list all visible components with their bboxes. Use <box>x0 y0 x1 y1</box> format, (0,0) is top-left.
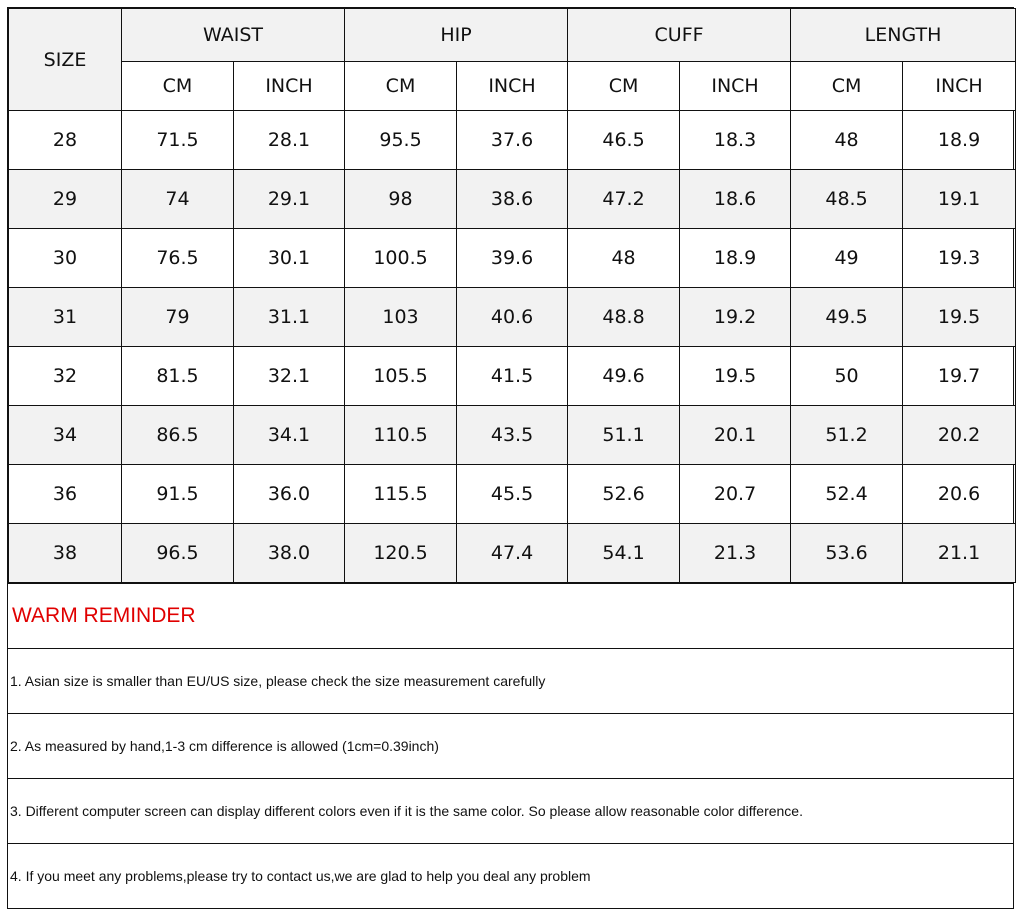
table-cell: 30.1 <box>234 229 345 288</box>
table-cell: 54.1 <box>568 524 680 583</box>
table-cell: 19.7 <box>903 347 1016 406</box>
table-cell: 38.0 <box>234 524 345 583</box>
table-cell: 18.9 <box>680 229 791 288</box>
table-cell: 20.1 <box>680 406 791 465</box>
size-cell: 28 <box>9 111 122 170</box>
table-cell: 19.5 <box>903 288 1016 347</box>
table-cell: 86.5 <box>122 406 234 465</box>
table-cell: 103 <box>345 288 457 347</box>
table-row <box>9 406 1016 465</box>
hip-header: HIP <box>345 9 568 62</box>
table-cell: 50 <box>791 347 903 406</box>
size-cell: 36 <box>9 465 122 524</box>
table-cell: 115.5 <box>345 465 457 524</box>
table-cell: 36.0 <box>234 465 345 524</box>
table-cell: 29.1 <box>234 170 345 229</box>
size-cell: 32 <box>9 347 122 406</box>
table-cell: 96.5 <box>122 524 234 583</box>
table-cell: 53.6 <box>791 524 903 583</box>
table-cell: 19.2 <box>680 288 791 347</box>
table-cell: 37.6 <box>457 111 568 170</box>
table-cell: 91.5 <box>122 465 234 524</box>
table-cell: 32.1 <box>234 347 345 406</box>
size-header: SIZE <box>9 9 122 111</box>
table-cell: 18.9 <box>903 111 1016 170</box>
size-table <box>8 8 1016 583</box>
reminder-note: 1. Asian size is smaller than EU/US size, please check the size measurement carefully <box>8 648 1013 713</box>
size-cell: 31 <box>9 288 122 347</box>
reminder-title: WARM REMINDER <box>8 583 1013 648</box>
reminder-note: 4. If you meet any problems,please try to contact us,we are glad to help you deal any problem <box>8 843 1013 908</box>
size-cell: 30 <box>9 229 122 288</box>
table-cell: 81.5 <box>122 347 234 406</box>
table-cell: 48.8 <box>568 288 680 347</box>
table-cell: 18.6 <box>680 170 791 229</box>
table-cell: 18.3 <box>680 111 791 170</box>
table-cell: 20.7 <box>680 465 791 524</box>
table-cell: 76.5 <box>122 229 234 288</box>
table-row <box>9 347 1016 406</box>
unit-header: CM <box>122 62 234 111</box>
table-row <box>9 229 1016 288</box>
table-row <box>9 111 1016 170</box>
table-cell: 49.6 <box>568 347 680 406</box>
table-cell: 47.4 <box>457 524 568 583</box>
table-cell: 19.3 <box>903 229 1016 288</box>
table-cell: 28.1 <box>234 111 345 170</box>
table-cell: 105.5 <box>345 347 457 406</box>
size-cell: 38 <box>9 524 122 583</box>
table-cell: 21.3 <box>680 524 791 583</box>
table-cell: 52.4 <box>791 465 903 524</box>
table-row <box>9 524 1016 583</box>
table-cell: 98 <box>345 170 457 229</box>
table-cell: 40.6 <box>457 288 568 347</box>
table-cell: 48.5 <box>791 170 903 229</box>
table-cell: 31.1 <box>234 288 345 347</box>
table-cell: 19.1 <box>903 170 1016 229</box>
unit-header: CM <box>345 62 457 111</box>
table-cell: 95.5 <box>345 111 457 170</box>
table-cell: 110.5 <box>345 406 457 465</box>
unit-header: INCH <box>903 62 1016 111</box>
table-cell: 46.5 <box>568 111 680 170</box>
table-cell: 79 <box>122 288 234 347</box>
table-cell: 120.5 <box>345 524 457 583</box>
table-cell: 34.1 <box>234 406 345 465</box>
table-cell: 21.1 <box>903 524 1016 583</box>
table-cell: 51.1 <box>568 406 680 465</box>
reminder-note: 3. Different computer screen can display different colors even if it is the same color. So please allow reasonable color difference. <box>8 778 1013 843</box>
unit-header: INCH <box>680 62 791 111</box>
table-cell: 47.2 <box>568 170 680 229</box>
table-cell: 19.5 <box>680 347 791 406</box>
table-cell: 41.5 <box>457 347 568 406</box>
unit-header: INCH <box>234 62 345 111</box>
length-header: LENGTH <box>791 9 1016 62</box>
table-row <box>9 465 1016 524</box>
waist-header: WAIST <box>122 9 345 62</box>
table-cell: 49.5 <box>791 288 903 347</box>
reminder-section <box>8 583 1013 908</box>
reminder-note: 2. As measured by hand,1-3 cm difference is allowed (1cm=0.39inch) <box>8 713 1013 778</box>
unit-header: INCH <box>457 62 568 111</box>
table-row <box>9 170 1016 229</box>
table-cell: 20.6 <box>903 465 1016 524</box>
table-cell: 49 <box>791 229 903 288</box>
size-cell: 34 <box>9 406 122 465</box>
table-cell: 51.2 <box>791 406 903 465</box>
table-cell: 48 <box>791 111 903 170</box>
size-cell: 29 <box>9 170 122 229</box>
table-cell: 48 <box>568 229 680 288</box>
table-cell: 20.2 <box>903 406 1016 465</box>
table-cell: 39.6 <box>457 229 568 288</box>
cuff-header: CUFF <box>568 9 791 62</box>
table-cell: 38.6 <box>457 170 568 229</box>
table-cell: 52.6 <box>568 465 680 524</box>
table-cell: 71.5 <box>122 111 234 170</box>
table-cell: 100.5 <box>345 229 457 288</box>
unit-header: CM <box>568 62 680 111</box>
table-row <box>9 288 1016 347</box>
size-chart <box>7 7 1014 909</box>
table-cell: 74 <box>122 170 234 229</box>
table-cell: 43.5 <box>457 406 568 465</box>
table-cell: 45.5 <box>457 465 568 524</box>
unit-header: CM <box>791 62 903 111</box>
